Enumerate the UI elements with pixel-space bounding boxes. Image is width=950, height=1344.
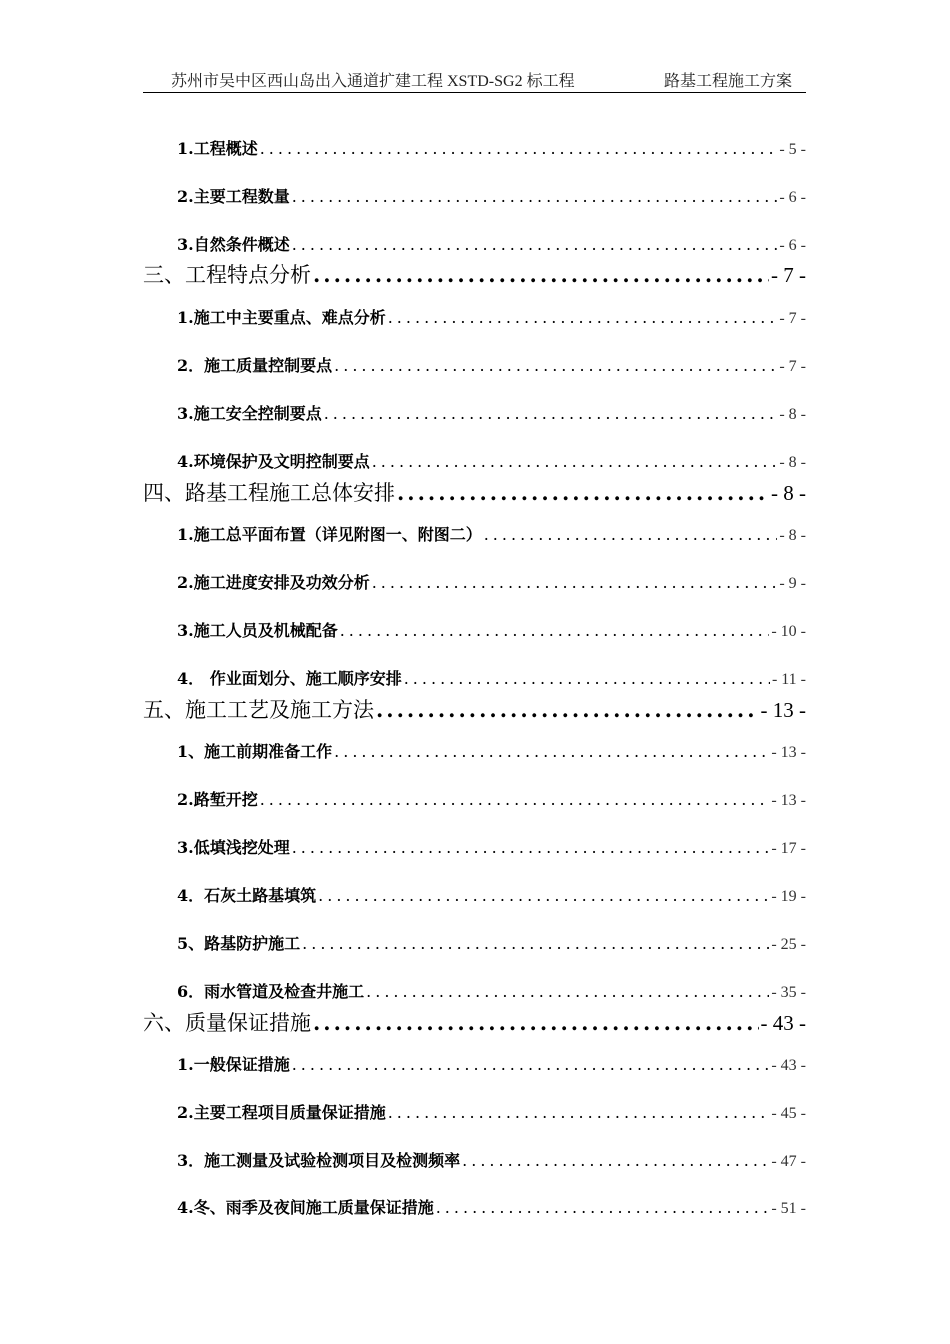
toc-entry-page: - 11 - [771,671,806,688]
toc-leader [372,452,778,471]
toc-section[interactable] [143,259,806,289]
toc-entry[interactable] [177,1148,806,1171]
toc-entry-page: - 7 - [779,310,806,327]
toc-leader [376,697,759,722]
toc-entry-page: - 51 - [771,1200,806,1217]
toc-entry[interactable] [177,184,806,207]
toc-entry-page: - 35 - [771,984,806,1001]
toc-section[interactable] [143,1007,806,1037]
toc-entry-page: - 6 - [779,189,806,206]
toc-leader [340,621,770,640]
toc-entry-title: 5、路基防护施工 [177,934,301,953]
toc-entry-title: 1.施工总平面布置（详见附图一、附图二） [177,525,482,544]
toc-entry-title: 4.冬、雨季及夜间施工质量保证措施 [177,1198,434,1217]
toc-entry[interactable] [177,835,806,858]
toc-entry[interactable] [177,522,806,545]
toc-leader [366,982,769,1001]
toc-entry-title: 1.施工中主要重点、难点分析 [177,308,386,327]
toc-leader [260,790,770,809]
toc-leader [302,934,769,953]
toc-section-page: - 8 - [771,481,806,505]
toc-entry-page: - 13 - [771,792,806,809]
toc-entry-title: 2．施工质量控制要点 [177,356,333,375]
toc-section-title: 三、工程特点分析 [143,263,311,287]
toc-entry-page: - 13 - [771,744,806,761]
toc-leader [292,235,778,254]
toc-leader [292,187,778,206]
toc-entry-title: 2.主要工程项目质量保证措施 [177,1103,386,1122]
toc-entry-page: - 9 - [779,575,806,592]
toc-entry-title: 1.工程概述 [177,139,258,158]
toc-entry[interactable] [177,1100,806,1123]
toc-entry-page: - 45 - [771,1105,806,1122]
toc-entry-title: 4．石灰土路基填筑 [177,886,317,905]
toc-leader [260,139,778,158]
toc-entry[interactable] [177,136,806,159]
toc-entry-title: 2.施工进度安排及功效分析 [177,573,370,592]
toc-entry[interactable] [177,232,806,255]
toc-section-page: - 43 - [760,1011,806,1035]
toc-leader [404,669,770,688]
toc-leader [484,525,778,544]
toc-leader [313,262,769,287]
toc-entry-page: - 8 - [779,454,806,471]
toc-section-page: - 7 - [771,263,806,287]
toc-entry[interactable] [177,666,806,689]
toc-entry[interactable] [177,787,806,810]
toc-entry[interactable] [177,1052,806,1075]
toc-entry-title: 1.一般保证措施 [177,1055,290,1074]
toc-leader [324,404,778,423]
toc-entry-page: - 43 - [771,1057,806,1074]
toc-leader [292,1055,770,1074]
toc-entry-title: 3.低填浅挖处理 [177,838,290,857]
toc-entry-title: 3.自然条件概述 [177,235,290,254]
toc-entry-page: - 7 - [779,358,806,375]
toc-entry-page: - 19 - [771,888,806,905]
toc-entry-title: 4.环境保护及文明控制要点 [177,452,370,471]
toc-entry-page: - 6 - [779,237,806,254]
toc-entry-page: - 5 - [779,141,806,158]
toc-entry[interactable] [177,979,806,1002]
toc-entry-page: - 10 - [771,623,806,640]
toc-leader [388,308,778,327]
toc-entry-page: - 8 - [779,406,806,423]
toc-entry[interactable] [177,449,806,472]
toc-entry[interactable] [177,570,806,593]
toc-section-title: 五、施工工艺及施工方法 [143,698,374,722]
toc-entry-page: - 25 - [771,936,806,953]
toc-leader [372,573,778,592]
toc-leader [388,1103,770,1122]
header-project-title: 苏州市吴中区西山岛出入通道扩建工程 XSTD-SG2 标工程 [171,73,575,90]
header-document-title: 路基工程施工方案 [663,73,792,90]
toc-entry-title: 6．雨水管道及检查井施工 [177,982,365,1001]
toc-section-page: - 13 - [760,698,806,722]
toc-entry[interactable] [177,1195,806,1218]
toc-entry-title: 1、施工前期准备工作 [177,742,333,761]
toc-entry[interactable] [177,931,806,954]
toc-entry-title: 3．施工测量及试验检测项目及检测频率 [177,1151,461,1170]
toc-leader [292,838,770,857]
toc-entry-title: 4． 作业面划分、施工顺序安排 [177,669,402,688]
toc-entry[interactable] [177,401,806,424]
toc-entry-title: 3.施工人员及机械配备 [177,621,338,640]
toc-entry-title: 2.主要工程数量 [177,187,290,206]
toc-leader [462,1151,769,1170]
toc-leader [334,356,777,375]
toc-leader [397,480,769,505]
toc-leader [334,742,769,761]
toc-entry[interactable] [177,353,806,376]
toc-section-title: 四、路基工程施工总体安排 [143,481,395,505]
toc-entry-title: 3.施工安全控制要点 [177,404,322,423]
toc-entry[interactable] [177,739,806,762]
toc-section[interactable] [143,694,806,724]
toc-entry[interactable] [177,883,806,906]
toc-entry[interactable] [177,305,806,328]
toc-leader [318,886,769,905]
toc-leader [436,1198,770,1217]
toc-leader [313,1010,759,1035]
toc-section-title: 六、质量保证措施 [143,1011,311,1035]
toc-entry-page: - 17 - [771,840,806,857]
toc-entry-page: - 47 - [771,1153,806,1170]
toc-entry-title: 2.路堑开挖 [177,790,258,809]
toc-entry[interactable] [177,618,806,641]
toc-entry-page: - 8 - [779,527,806,544]
toc-section[interactable] [143,477,806,507]
